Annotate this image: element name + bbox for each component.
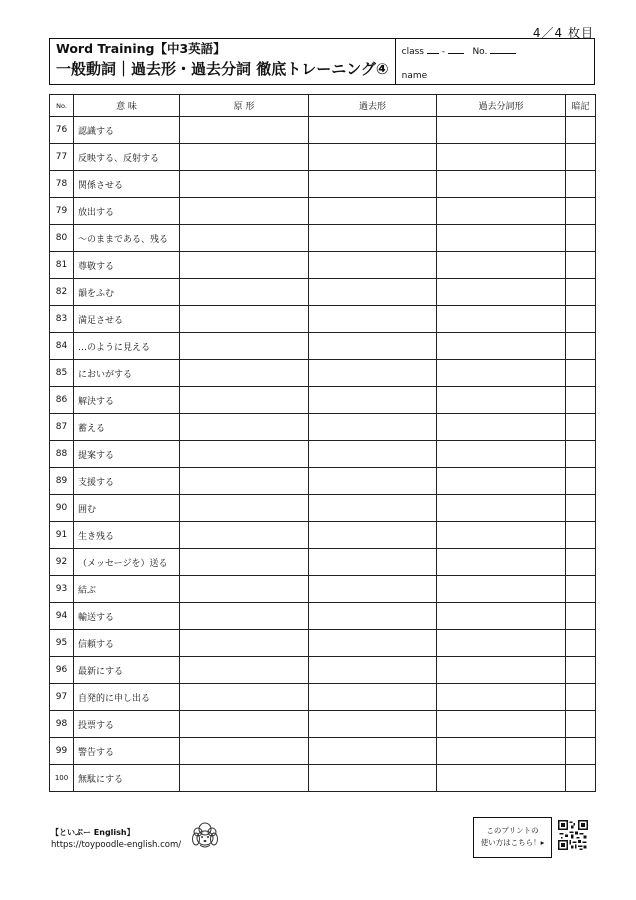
base-form-cell[interactable] bbox=[180, 522, 309, 549]
table-row bbox=[50, 198, 596, 225]
row-meaning: 蓄える bbox=[74, 414, 180, 441]
title-line1: Word Training【中3英語】 bbox=[56, 41, 226, 56]
past-form-cell[interactable] bbox=[309, 657, 437, 684]
base-form-cell[interactable] bbox=[180, 333, 309, 360]
past-form-cell[interactable] bbox=[309, 738, 437, 765]
base-form-cell[interactable] bbox=[180, 495, 309, 522]
base-form-cell[interactable] bbox=[180, 657, 309, 684]
row-number: 95 bbox=[50, 630, 74, 657]
table-row bbox=[50, 360, 596, 387]
table-row bbox=[50, 684, 596, 711]
header-meaning: 意 味 bbox=[74, 95, 180, 117]
class-dash: - bbox=[441, 47, 445, 57]
memorize-checkbox[interactable] bbox=[566, 657, 596, 684]
past-participle-cell[interactable] bbox=[437, 711, 566, 738]
past-participle-cell[interactable] bbox=[437, 657, 566, 684]
past-form-cell[interactable] bbox=[309, 711, 437, 738]
row-number: 93 bbox=[50, 576, 74, 603]
row-number: 96 bbox=[50, 657, 74, 684]
row-number: 80 bbox=[50, 225, 74, 252]
base-form-cell[interactable] bbox=[180, 117, 309, 144]
row-number: 88 bbox=[50, 441, 74, 468]
table-row bbox=[50, 522, 596, 549]
row-meaning: 生き残る bbox=[74, 522, 180, 549]
base-form-cell[interactable] bbox=[180, 630, 309, 657]
past-form-cell[interactable] bbox=[309, 549, 437, 576]
past-form-cell[interactable] bbox=[309, 414, 437, 441]
memorize-checkbox[interactable] bbox=[566, 711, 596, 738]
row-meaning: …のように見える bbox=[74, 333, 180, 360]
row-meaning: 支援する bbox=[74, 468, 180, 495]
table-row bbox=[50, 252, 596, 279]
past-participle-cell[interactable] bbox=[437, 603, 566, 630]
row-number: 82 bbox=[50, 279, 74, 306]
row-meaning: ～のままである、残る bbox=[74, 225, 180, 252]
row-meaning: 尊敬する bbox=[74, 252, 180, 279]
how-to-use-box[interactable] bbox=[473, 817, 552, 858]
table-row bbox=[50, 171, 596, 198]
past-form-cell[interactable] bbox=[309, 306, 437, 333]
row-number: 77 bbox=[50, 144, 74, 171]
row-meaning: 解決する bbox=[74, 387, 180, 414]
table-row bbox=[50, 225, 596, 252]
past-form-cell[interactable] bbox=[309, 441, 437, 468]
row-meaning: 結ぶ bbox=[74, 576, 180, 603]
base-form-cell[interactable] bbox=[180, 549, 309, 576]
base-form-cell[interactable] bbox=[180, 738, 309, 765]
past-form-cell[interactable] bbox=[309, 765, 437, 792]
past-form-cell[interactable] bbox=[309, 333, 437, 360]
howto-line1: このプリントの bbox=[486, 826, 539, 835]
header-no: No. bbox=[50, 95, 74, 117]
table-row bbox=[50, 630, 596, 657]
base-form-cell[interactable] bbox=[180, 279, 309, 306]
past-form-cell[interactable] bbox=[309, 603, 437, 630]
row-number: 85 bbox=[50, 360, 74, 387]
past-participle-cell[interactable] bbox=[437, 279, 566, 306]
past-form-cell[interactable] bbox=[309, 144, 437, 171]
past-participle-cell[interactable] bbox=[437, 333, 566, 360]
row-meaning: 放出する bbox=[74, 198, 180, 225]
table-row bbox=[50, 576, 596, 603]
base-form-cell[interactable] bbox=[180, 468, 309, 495]
base-form-cell[interactable] bbox=[180, 252, 309, 279]
memorize-checkbox[interactable] bbox=[566, 252, 596, 279]
past-participle-cell[interactable] bbox=[437, 225, 566, 252]
past-participle-cell[interactable] bbox=[437, 765, 566, 792]
word-table bbox=[49, 94, 596, 792]
past-form-cell[interactable] bbox=[309, 198, 437, 225]
site-url[interactable]: https://toypoodle-english.com/ bbox=[51, 840, 182, 850]
table-row bbox=[50, 468, 596, 495]
row-number: 99 bbox=[50, 738, 74, 765]
memorize-checkbox[interactable] bbox=[566, 198, 596, 225]
past-participle-cell[interactable] bbox=[437, 252, 566, 279]
qr-code-icon[interactable] bbox=[558, 820, 588, 850]
memorize-checkbox[interactable] bbox=[566, 603, 596, 630]
table-row bbox=[50, 495, 596, 522]
past-form-cell[interactable] bbox=[309, 171, 437, 198]
table-row bbox=[50, 657, 596, 684]
base-form-cell[interactable] bbox=[180, 171, 309, 198]
title-box bbox=[50, 39, 396, 84]
table-row bbox=[50, 441, 596, 468]
table-row bbox=[50, 387, 596, 414]
past-participle-cell[interactable] bbox=[437, 306, 566, 333]
past-form-cell[interactable] bbox=[309, 360, 437, 387]
table-body bbox=[50, 117, 596, 792]
base-form-cell[interactable] bbox=[180, 711, 309, 738]
row-meaning: 反映する、反射する bbox=[74, 144, 180, 171]
row-meaning: （メッセージを）送る bbox=[74, 549, 180, 576]
memorize-checkbox[interactable] bbox=[566, 630, 596, 657]
past-form-cell[interactable] bbox=[309, 225, 437, 252]
past-participle-cell[interactable] bbox=[437, 630, 566, 657]
table-row bbox=[50, 117, 596, 144]
past-participle-cell[interactable] bbox=[437, 387, 566, 414]
row-number: 91 bbox=[50, 522, 74, 549]
base-form-cell[interactable] bbox=[180, 414, 309, 441]
row-number: 79 bbox=[50, 198, 74, 225]
row-meaning: 最新にする bbox=[74, 657, 180, 684]
table-row bbox=[50, 765, 596, 792]
past-participle-cell[interactable] bbox=[437, 144, 566, 171]
past-form-cell[interactable] bbox=[309, 468, 437, 495]
row-number: 97 bbox=[50, 684, 74, 711]
row-meaning: 警告する bbox=[74, 738, 180, 765]
no-label: No. bbox=[472, 47, 488, 57]
memorize-checkbox[interactable] bbox=[566, 576, 596, 603]
base-form-cell[interactable] bbox=[180, 684, 309, 711]
row-meaning: 囲む bbox=[74, 495, 180, 522]
header-past-participle: 過去分詞形 bbox=[437, 95, 566, 117]
base-form-cell[interactable] bbox=[180, 765, 309, 792]
past-participle-cell[interactable] bbox=[437, 576, 566, 603]
past-participle-cell[interactable] bbox=[437, 495, 566, 522]
memorize-checkbox[interactable] bbox=[566, 279, 596, 306]
row-number: 84 bbox=[50, 333, 74, 360]
brand-name: 【といぷー English】 bbox=[51, 828, 135, 837]
past-participle-cell[interactable] bbox=[437, 414, 566, 441]
past-form-cell[interactable] bbox=[309, 495, 437, 522]
base-form-cell[interactable] bbox=[180, 441, 309, 468]
row-meaning: 認識する bbox=[74, 117, 180, 144]
memorize-checkbox[interactable] bbox=[566, 549, 596, 576]
student-info-box bbox=[396, 39, 594, 84]
memorize-checkbox[interactable] bbox=[566, 414, 596, 441]
memorize-checkbox[interactable] bbox=[566, 738, 596, 765]
row-meaning: 輸送する bbox=[74, 603, 180, 630]
row-meaning: 満足させる bbox=[74, 306, 180, 333]
row-meaning: 信頼する bbox=[74, 630, 180, 657]
row-number: 81 bbox=[50, 252, 74, 279]
row-number: 86 bbox=[50, 387, 74, 414]
row-number: 87 bbox=[50, 414, 74, 441]
row-meaning: 関係させる bbox=[74, 171, 180, 198]
howto-line2: 使い方はこちら！▸ bbox=[480, 838, 545, 847]
class-label: class bbox=[401, 47, 424, 57]
row-number: 89 bbox=[50, 468, 74, 495]
header-base-form: 原 形 bbox=[180, 95, 309, 117]
memorize-checkbox[interactable] bbox=[566, 684, 596, 711]
past-participle-cell[interactable] bbox=[437, 117, 566, 144]
past-participle-cell[interactable] bbox=[437, 522, 566, 549]
row-number: 92 bbox=[50, 549, 74, 576]
past-participle-cell[interactable] bbox=[437, 441, 566, 468]
base-form-cell[interactable] bbox=[180, 603, 309, 630]
past-form-cell[interactable] bbox=[309, 576, 437, 603]
past-form-cell[interactable] bbox=[309, 630, 437, 657]
row-number: 83 bbox=[50, 306, 74, 333]
memorize-checkbox[interactable] bbox=[566, 333, 596, 360]
class-line bbox=[402, 45, 517, 57]
name-label: name bbox=[401, 71, 428, 81]
memorize-checkbox[interactable] bbox=[566, 117, 596, 144]
past-participle-cell[interactable] bbox=[437, 549, 566, 576]
past-form-cell[interactable] bbox=[309, 522, 437, 549]
table-row bbox=[50, 306, 596, 333]
row-number: 76 bbox=[50, 117, 74, 144]
memorize-checkbox[interactable] bbox=[566, 360, 596, 387]
table-row bbox=[50, 738, 596, 765]
memorize-checkbox[interactable] bbox=[566, 522, 596, 549]
memorize-checkbox[interactable] bbox=[566, 495, 596, 522]
header-memorize: 暗記 bbox=[566, 95, 596, 117]
row-meaning: 無駄にする bbox=[74, 765, 180, 792]
memorize-checkbox[interactable] bbox=[566, 306, 596, 333]
base-form-cell[interactable] bbox=[180, 360, 309, 387]
class-blank-1[interactable] bbox=[427, 45, 439, 54]
memorize-checkbox[interactable] bbox=[566, 468, 596, 495]
base-form-cell[interactable] bbox=[180, 306, 309, 333]
base-form-cell[interactable] bbox=[180, 144, 309, 171]
table-header-row bbox=[50, 95, 596, 117]
past-form-cell[interactable] bbox=[309, 117, 437, 144]
class-blank-2[interactable] bbox=[448, 45, 464, 54]
row-number: 78 bbox=[50, 171, 74, 198]
base-form-cell[interactable] bbox=[180, 225, 309, 252]
row-meaning: においがする bbox=[74, 360, 180, 387]
no-blank[interactable] bbox=[490, 45, 516, 54]
memorize-checkbox[interactable] bbox=[566, 144, 596, 171]
table-row bbox=[50, 279, 596, 306]
past-participle-cell[interactable] bbox=[437, 198, 566, 225]
row-number: 100 bbox=[50, 765, 74, 792]
base-form-cell[interactable] bbox=[180, 387, 309, 414]
table-row bbox=[50, 414, 596, 441]
worksheet-header bbox=[49, 38, 595, 85]
past-form-cell[interactable] bbox=[309, 279, 437, 306]
memorize-checkbox[interactable] bbox=[566, 387, 596, 414]
memorize-checkbox[interactable] bbox=[566, 171, 596, 198]
row-meaning: 投票する bbox=[74, 711, 180, 738]
table-row bbox=[50, 711, 596, 738]
past-participle-cell[interactable] bbox=[437, 738, 566, 765]
row-meaning: 提案する bbox=[74, 441, 180, 468]
table-row bbox=[50, 603, 596, 630]
past-participle-cell[interactable] bbox=[437, 360, 566, 387]
page-number: 4／4 枚目 bbox=[532, 26, 594, 40]
past-participle-cell[interactable] bbox=[437, 171, 566, 198]
row-number: 94 bbox=[50, 603, 74, 630]
row-number: 90 bbox=[50, 495, 74, 522]
table-row bbox=[50, 333, 596, 360]
row-meaning: 韻をふむ bbox=[74, 279, 180, 306]
past-participle-cell[interactable] bbox=[437, 468, 566, 495]
memorize-checkbox[interactable] bbox=[566, 765, 596, 792]
row-number: 98 bbox=[50, 711, 74, 738]
past-form-cell[interactable] bbox=[309, 252, 437, 279]
title-line2: 一般動詞｜過去形・過去分詞 徹底トレーニング④ bbox=[56, 60, 389, 78]
memorize-checkbox[interactable] bbox=[566, 225, 596, 252]
toy-poodle-icon bbox=[186, 819, 224, 851]
header-past-form: 過去形 bbox=[309, 95, 437, 117]
base-form-cell[interactable] bbox=[180, 198, 309, 225]
row-meaning: 自発的に申し出る bbox=[74, 684, 180, 711]
past-form-cell[interactable] bbox=[309, 684, 437, 711]
base-form-cell[interactable] bbox=[180, 576, 309, 603]
memorize-checkbox[interactable] bbox=[566, 441, 596, 468]
table-row bbox=[50, 549, 596, 576]
table-row bbox=[50, 144, 596, 171]
past-form-cell[interactable] bbox=[309, 387, 437, 414]
past-participle-cell[interactable] bbox=[437, 684, 566, 711]
